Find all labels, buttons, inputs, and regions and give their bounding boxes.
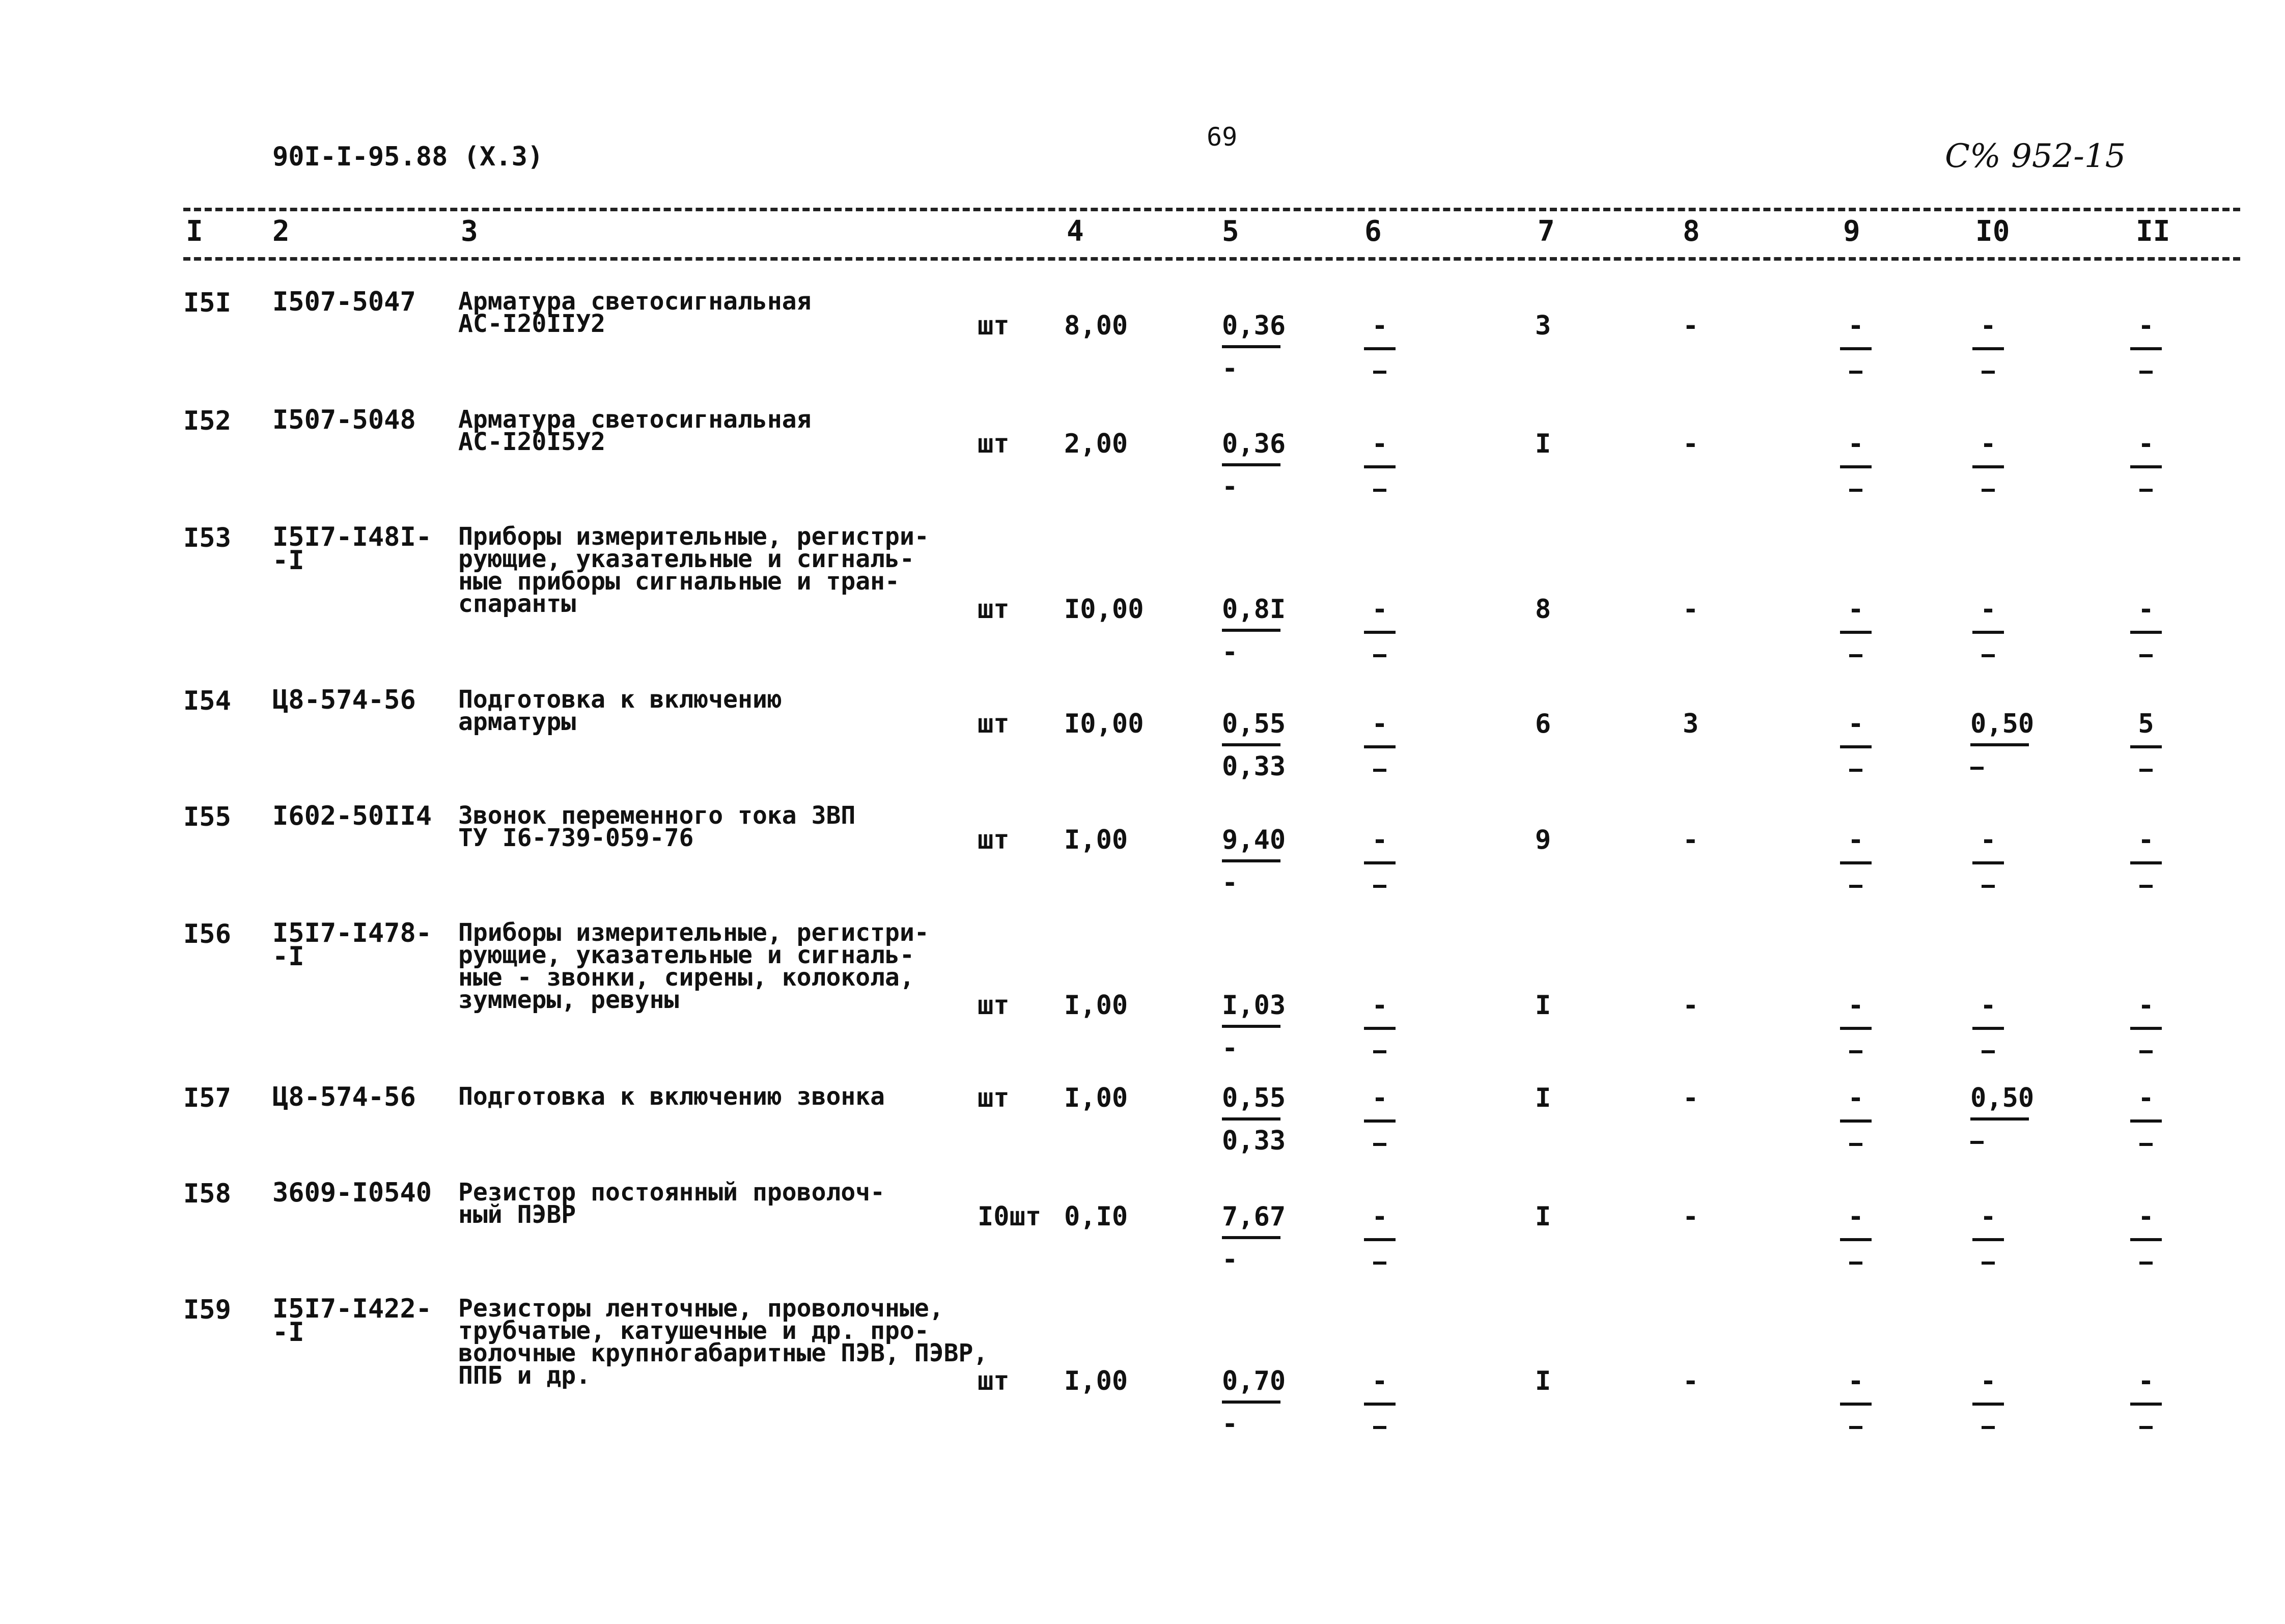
fraction-dash: [1849, 489, 1862, 492]
fraction-dash: [1970, 1141, 1984, 1144]
column-header: 3: [461, 215, 478, 248]
column-9-text: -: [1848, 594, 1864, 625]
column-6-value: [1362, 1201, 1398, 1265]
fraction-bar: [1840, 465, 1872, 468]
column-10-text: -: [1980, 311, 1996, 341]
column-5-numerator: 0,8I: [1222, 594, 1286, 625]
fraction-dash: [2139, 489, 2153, 492]
fraction-bar: [1840, 631, 1872, 634]
column-header: 6: [1364, 215, 1382, 248]
column-11-value: [2128, 594, 2164, 657]
column-9-text: -: [1848, 1366, 1864, 1396]
quantity: I,00: [1064, 825, 1128, 855]
column-6-text: -: [1372, 1201, 1388, 1232]
column-6-value: [1362, 825, 1398, 888]
column-9-value: [1838, 709, 1874, 772]
column-6-value: [1362, 709, 1398, 772]
column-7-value: I: [1535, 429, 1551, 459]
column-header: 8: [1683, 215, 1700, 248]
column-9-text: -: [1848, 990, 1864, 1021]
column-6-value: [1362, 990, 1398, 1053]
fraction-dash: [2139, 885, 2153, 888]
fraction-bar: [2130, 1238, 2162, 1241]
column-5-denominator: -: [1222, 867, 1238, 898]
item-name: Приборы измерительные, регистри- рующие, указательные и сигналь- ные приборы сигнальные и тран- спаранты: [458, 522, 929, 618]
column-6-text: -: [1372, 709, 1388, 739]
column-header: 9: [1843, 215, 1860, 248]
column-10-text: -: [1980, 1201, 1996, 1232]
fraction-bar: [1222, 1236, 1280, 1239]
fraction-dash: [2139, 654, 2153, 657]
item-name: Подготовка к включению звонка: [458, 1082, 885, 1111]
column-11-text: -: [2138, 1366, 2154, 1396]
column-10-value: [1970, 594, 2006, 657]
row-number: I58: [183, 1179, 231, 1209]
column-7-value: 3: [1535, 311, 1551, 341]
quantity: 8,00: [1064, 311, 1128, 341]
fraction-dash: [1373, 1426, 1386, 1429]
column-5-denominator: -: [1222, 353, 1238, 384]
fraction-dash: [1849, 371, 1862, 374]
handwritten-note: С% 952-15: [1945, 137, 2126, 175]
column-6-text: -: [1372, 825, 1388, 855]
row-number: I59: [183, 1295, 231, 1325]
fraction-dash: [1982, 1050, 1995, 1053]
fraction-dash: [1849, 1143, 1862, 1146]
column-7-value: I: [1535, 1083, 1551, 1113]
column-8-value: -: [1683, 429, 1699, 459]
fraction-dash: [1849, 654, 1862, 657]
item-name: Арматура светосигнальная АС-I20I5У2: [458, 405, 812, 456]
header-bottom-rule: [183, 257, 2240, 261]
fraction-bar: [1364, 631, 1396, 634]
column-5-numerator: 0,55: [1222, 1083, 1286, 1113]
quantity: 2,00: [1064, 429, 1128, 459]
fraction-dash: [1849, 769, 1862, 772]
quantity: 0,I0: [1064, 1201, 1128, 1232]
column-5-numerator: 7,67: [1222, 1201, 1286, 1232]
column-header: 5: [1222, 215, 1239, 248]
fraction-bar: [1970, 743, 2029, 746]
fraction-bar: [1972, 465, 2004, 468]
column-11-value: [2128, 1201, 2164, 1265]
row-number: I56: [183, 919, 231, 949]
row-number: I57: [183, 1083, 231, 1113]
fraction-bar: [1364, 1238, 1396, 1241]
item-name: Подготовка к включению арматуры: [458, 685, 782, 736]
column-8-value: -: [1683, 990, 1699, 1021]
item-code: Ц8-574-56: [272, 1082, 416, 1112]
fraction-bar: [2130, 861, 2162, 864]
header-top-rule: [183, 208, 2240, 211]
column-6-text: -: [1372, 1083, 1388, 1113]
fraction-bar: [1972, 1403, 2004, 1406]
item-name: Резистор постоянный проволоч- ный ПЭВР: [458, 1178, 885, 1229]
fraction-dash: [1373, 654, 1386, 657]
column-6-text: -: [1372, 311, 1388, 341]
column-header: 7: [1538, 215, 1555, 248]
column-5-denominator: -: [1222, 1244, 1238, 1275]
fraction-bar: [1364, 1403, 1396, 1406]
column-11-text: -: [2138, 311, 2154, 341]
fraction-dash: [1373, 1050, 1386, 1053]
column-6-text: -: [1372, 1366, 1388, 1396]
fraction-bar: [1972, 1238, 2004, 1241]
column-11-value: [2128, 1083, 2164, 1146]
column-5-numerator: 0,70: [1222, 1366, 1286, 1396]
column-9-text: -: [1848, 709, 1864, 739]
column-10-value: [1970, 990, 2006, 1053]
item-name: Резисторы ленточные, проволочные, трубчатые, катушечные и др. про- волочные крупногабаритные ПЭВ, ПЭВР, ППБ и др.: [458, 1294, 988, 1390]
quantity: I,00: [1064, 990, 1128, 1021]
fraction-bar: [2130, 631, 2162, 634]
fraction-dash: [1982, 489, 1995, 492]
column-9-value: [1838, 1083, 1874, 1146]
column-5-value: [1222, 1201, 1298, 1275]
fraction-dash: [1982, 371, 1995, 374]
fraction-bar: [1840, 1403, 1872, 1406]
column-8-value: -: [1683, 825, 1699, 855]
column-8-value: -: [1683, 1201, 1699, 1232]
column-9-text: -: [1848, 429, 1864, 459]
fraction-dash: [1373, 769, 1386, 772]
unit: шт: [978, 594, 1010, 625]
column-10-value: [1970, 825, 2006, 888]
fraction-bar: [1222, 345, 1280, 348]
fraction-bar: [1972, 631, 2004, 634]
column-5-value: [1222, 311, 1298, 384]
fraction-bar: [2130, 1027, 2162, 1030]
column-8-value: -: [1683, 1083, 1699, 1113]
unit: шт: [978, 990, 1010, 1021]
column-8-value: 3: [1683, 709, 1699, 739]
column-5-denominator: -: [1222, 471, 1238, 502]
unit: шт: [978, 825, 1010, 855]
item-code: I602-50II4: [272, 801, 432, 831]
unit: шт: [978, 311, 1010, 341]
column-11-text: -: [2138, 825, 2154, 855]
column-7-value: 8: [1535, 594, 1551, 625]
unit: шт: [978, 429, 1010, 459]
column-5-denominator: -: [1222, 637, 1238, 667]
column-10-value: [1970, 1083, 2047, 1144]
column-5-denominator: 0,33: [1222, 751, 1286, 782]
fraction-bar: [1840, 861, 1872, 864]
page-number: 69: [1207, 122, 1238, 152]
fraction-bar: [1364, 465, 1396, 468]
column-7-value: 6: [1535, 709, 1551, 739]
column-header: 2: [272, 215, 290, 248]
unit: шт: [978, 1083, 1010, 1113]
column-11-value: [2128, 709, 2164, 772]
column-11-text: 5: [2138, 709, 2154, 739]
fraction-bar: [1972, 861, 2004, 864]
row-number: I53: [183, 523, 231, 553]
fraction-bar: [1840, 745, 1872, 748]
fraction-bar: [1840, 1027, 1872, 1030]
fraction-dash: [2139, 769, 2153, 772]
fraction-bar: [2130, 465, 2162, 468]
fraction-bar: [1222, 859, 1280, 862]
quantity: I0,00: [1064, 594, 1144, 625]
quantity: I,00: [1064, 1366, 1128, 1396]
row-number: I55: [183, 802, 231, 832]
column-9-text: -: [1848, 1201, 1864, 1232]
fraction-bar: [2130, 745, 2162, 748]
column-10-value: [1970, 311, 2006, 374]
fraction-bar: [1222, 629, 1280, 632]
column-10-text: -: [1980, 594, 1996, 625]
column-5-value: [1222, 1083, 1298, 1156]
column-5-denominator: -: [1222, 1033, 1238, 1063]
column-5-value: [1222, 429, 1298, 502]
fraction-dash: [1982, 885, 1995, 888]
fraction-bar: [1364, 1119, 1396, 1123]
fraction-dash: [1982, 1262, 1995, 1265]
column-8-value: -: [1683, 594, 1699, 625]
column-header: I0: [1975, 215, 2010, 248]
column-9-text: -: [1848, 1083, 1864, 1113]
fraction-bar: [1364, 861, 1396, 864]
fraction-dash: [1373, 489, 1386, 492]
column-6-value: [1362, 594, 1398, 657]
column-5-numerator: 0,36: [1222, 429, 1286, 459]
fraction-dash: [1970, 767, 1984, 770]
quantity: I,00: [1064, 1083, 1128, 1113]
column-9-value: [1838, 594, 1874, 657]
fraction-dash: [2139, 1262, 2153, 1265]
column-11-value: [2128, 990, 2164, 1053]
column-11-text: -: [2138, 1201, 2154, 1232]
fraction-bar: [1970, 1117, 2029, 1121]
column-header: I: [186, 215, 203, 248]
fraction-bar: [1222, 743, 1280, 746]
column-5-value: [1222, 825, 1298, 898]
column-5-denominator: -: [1222, 1409, 1238, 1439]
fraction-bar: [1222, 1025, 1280, 1028]
column-header: 4: [1067, 215, 1084, 248]
fraction-dash: [1373, 1262, 1386, 1265]
column-header: II: [2136, 215, 2170, 248]
fraction-bar: [1972, 1027, 2004, 1030]
item-code: I507-5047: [272, 287, 416, 317]
column-10-text: -: [1980, 429, 1996, 459]
item-code: Ц8-574-56: [272, 685, 416, 715]
fraction-dash: [1849, 885, 1862, 888]
column-5-value: [1222, 1366, 1298, 1439]
fraction-bar: [1222, 463, 1280, 466]
column-9-value: [1838, 1201, 1874, 1265]
fraction-bar: [1222, 1117, 1280, 1121]
column-7-value: I: [1535, 1201, 1551, 1232]
item-name: Арматура светосигнальная АС-I20IIУ2: [458, 287, 812, 338]
fraction-bar: [2130, 1403, 2162, 1406]
fraction-dash: [1849, 1426, 1862, 1429]
column-10-value: [1970, 429, 2006, 492]
fraction-bar: [1972, 347, 2004, 350]
row-number: I54: [183, 686, 231, 716]
fraction-dash: [1982, 654, 1995, 657]
unit: шт: [978, 1366, 1010, 1396]
column-9-value: [1838, 1366, 1874, 1429]
row-number: I5I: [183, 288, 231, 318]
fraction-dash: [1373, 1143, 1386, 1146]
fraction-bar: [1840, 1238, 1872, 1241]
column-6-text: -: [1372, 429, 1388, 459]
fraction-bar: [1364, 1027, 1396, 1030]
column-11-text: -: [2138, 429, 2154, 459]
column-5-value: [1222, 709, 1298, 782]
column-11-text: -: [2138, 990, 2154, 1021]
column-9-text: -: [1848, 311, 1864, 341]
item-code: I5I7-I478- -I: [272, 918, 432, 972]
column-8-value: -: [1683, 311, 1699, 341]
document-code: 90I-I-95.88 (X.3): [272, 142, 544, 172]
item-code: I5I7-I422- -I: [272, 1294, 432, 1348]
column-5-numerator: I,03: [1222, 990, 1286, 1021]
fraction-dash: [2139, 371, 2153, 374]
fraction-dash: [1982, 1426, 1995, 1429]
item-code: I5I7-I48I- -I: [272, 522, 432, 576]
item-code: 3609-I0540: [272, 1178, 432, 1208]
column-10-text: -: [1980, 1366, 1996, 1396]
column-5-denominator: 0,33: [1222, 1126, 1286, 1156]
column-11-value: [2128, 311, 2164, 374]
column-8-value: -: [1683, 1366, 1699, 1396]
fraction-bar: [1222, 1401, 1280, 1404]
item-name: Звонок переменного тока ЗВП ТУ I6-739-059-76: [458, 801, 856, 852]
column-5-numerator: 0,55: [1222, 709, 1286, 739]
fraction-dash: [2139, 1050, 2153, 1053]
column-7-value: I: [1535, 1366, 1551, 1396]
column-6-text: -: [1372, 990, 1388, 1021]
fraction-bar: [2130, 1119, 2162, 1123]
fraction-dash: [1373, 885, 1386, 888]
column-10-text: -: [1980, 990, 1996, 1021]
fraction-bar: [1840, 1119, 1872, 1123]
column-9-value: [1838, 311, 1874, 374]
column-11-value: [2128, 825, 2164, 888]
quantity: I0,00: [1064, 709, 1144, 739]
item-code: I507-5048: [272, 405, 416, 435]
fraction-dash: [1849, 1262, 1862, 1265]
column-10-value: [1970, 709, 2047, 770]
column-5-value: [1222, 990, 1298, 1063]
column-10-numerator: 0,50: [1970, 709, 2035, 739]
unit: I0шт: [978, 1201, 1042, 1232]
column-7-value: 9: [1535, 825, 1551, 855]
column-5-numerator: 9,40: [1222, 825, 1286, 855]
fraction-bar: [1364, 347, 1396, 350]
fraction-bar: [2130, 347, 2162, 350]
column-6-value: [1362, 1366, 1398, 1429]
row-number: I52: [183, 406, 231, 436]
column-9-value: [1838, 990, 1874, 1053]
fraction-dash: [1849, 1050, 1862, 1053]
fraction-dash: [2139, 1143, 2153, 1146]
column-6-value: [1362, 429, 1398, 492]
fraction-bar: [1364, 745, 1396, 748]
fraction-dash: [2139, 1426, 2153, 1429]
column-5-value: [1222, 594, 1298, 667]
column-6-value: [1362, 1083, 1398, 1146]
column-6-text: -: [1372, 594, 1388, 625]
column-9-text: -: [1848, 825, 1864, 855]
fraction-dash: [1373, 371, 1386, 374]
item-name: Приборы измерительные, регистри- рующие, указательные и сигналь- ные - звонки, сирены, колокола, зуммеры, ревуны: [458, 918, 929, 1014]
column-10-value: [1970, 1201, 2006, 1265]
column-11-value: [2128, 1366, 2164, 1429]
column-10-numerator: 0,50: [1970, 1083, 2035, 1113]
column-9-value: [1838, 429, 1874, 492]
fraction-bar: [1840, 347, 1872, 350]
column-6-value: [1362, 311, 1398, 374]
column-11-text: -: [2138, 1083, 2154, 1113]
unit: шт: [978, 709, 1010, 739]
column-10-value: [1970, 1366, 2006, 1429]
column-9-value: [1838, 825, 1874, 888]
column-11-value: [2128, 429, 2164, 492]
column-11-text: -: [2138, 594, 2154, 625]
column-7-value: I: [1535, 990, 1551, 1021]
column-5-numerator: 0,36: [1222, 311, 1286, 341]
column-10-text: -: [1980, 825, 1996, 855]
